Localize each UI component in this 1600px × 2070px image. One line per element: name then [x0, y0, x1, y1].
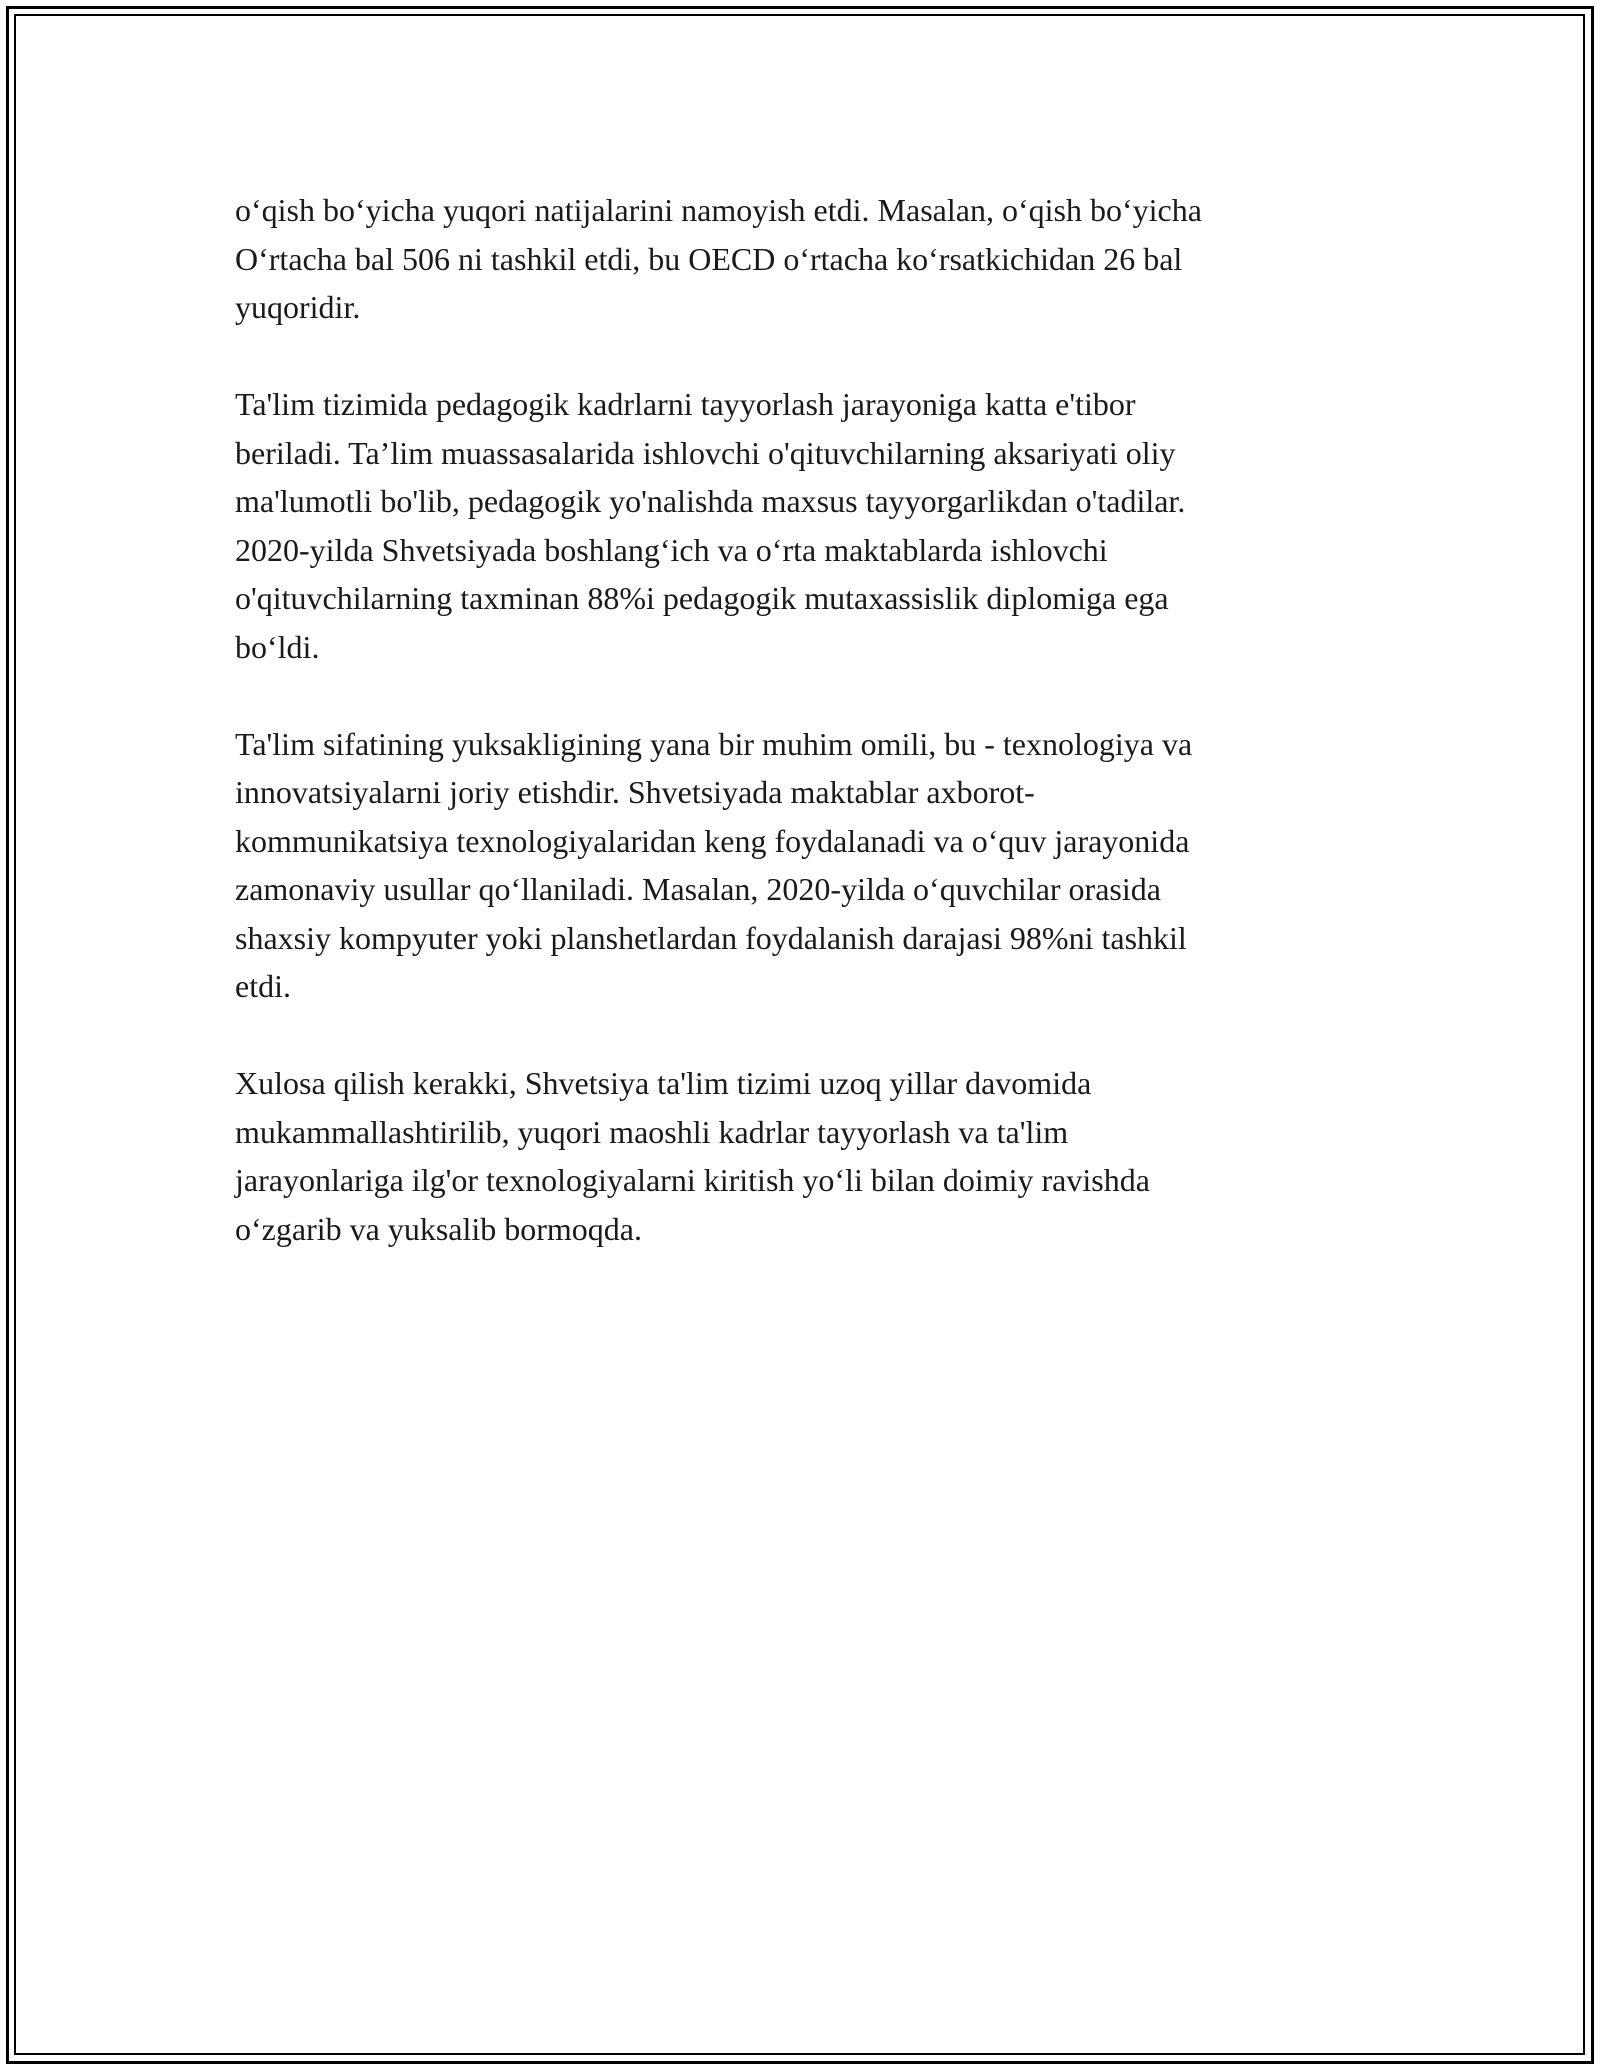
paragraph-technology: [235, 720, 1365, 1011]
text-line: zamonaviy usullar qo‘llaniladi. Masalan, 2020-yilda o‘quvchilar orasida: [235, 871, 1161, 907]
text-line: Ta'lim sifatining yuksakligining yana bir muhim omili, bu - texnologiya va: [235, 725, 1193, 762]
text-line: O‘rtacha bal 506 ni tashkil etdi, bu OECD o‘rtacha ko‘rsatkichidan 26 bal: [235, 240, 1183, 277]
text-line: o‘qish bo‘yicha yuqori natijalarini namoyish etdi. Masalan, o‘qish bo‘yicha: [235, 192, 1202, 228]
text-line: mukammallashtirilib, yuqori maoshli kadrlar tayyorlash va ta'lim: [235, 1113, 1069, 1150]
text-line: yuqoridir.: [235, 289, 361, 325]
text-line: beriladi. Taʼlim muassasalarida ishlovchi o'qituvchilarning aksariyati oliy: [235, 434, 1176, 471]
text-line: etdi.: [235, 968, 291, 1004]
text-line: kommunikatsiya texnologiyalaridan keng foydalanadi va o‘quv jarayonida: [235, 822, 1190, 859]
text-line: bo‘ldi.: [235, 628, 320, 665]
text-line: jarayonlariga ilg'or texnologiyalarni kiritish yo‘li bilan doimiy ravishda: [235, 1162, 1150, 1198]
text-line: ma'lumotli bo'lib, pedagogik yo'nalishda maxsus tayyorgarlikdan o'tadilar.: [235, 483, 1186, 519]
text-line: o'qituvchilarning taxminan 88%i pedagogik mutaxassislik diplomiga ega: [235, 580, 1169, 616]
document-body: [235, 186, 1365, 1302]
text-line: shaxsiy kompyuter yoki planshetlardan foydalanish darajasi 98%ni tashkil: [235, 919, 1187, 956]
text-line: o‘zgarib va yuksalib bormoqda.: [235, 1210, 642, 1247]
text-line: Ta'lim tizimida pedagogik kadrlarni tayyorlash jarayoniga katta e'tibor: [235, 386, 1136, 422]
paragraph-conclusion: [235, 1059, 1365, 1253]
paragraph-oecd-reading: [235, 186, 1365, 332]
text-line: innovatsiyalarni joriy etishdir. Shvetsiyada maktablar axborot-: [235, 774, 1035, 810]
text-line: Xulosa qilish kerakki, Shvetsiya ta'lim tizimi uzoq yillar davomida: [235, 1065, 1092, 1101]
text-line: 2020-yilda Shvetsiyada boshlang‘ich va o‘rta maktablarda ishlovchi: [235, 531, 1108, 568]
paragraph-teacher-training: [235, 380, 1365, 671]
